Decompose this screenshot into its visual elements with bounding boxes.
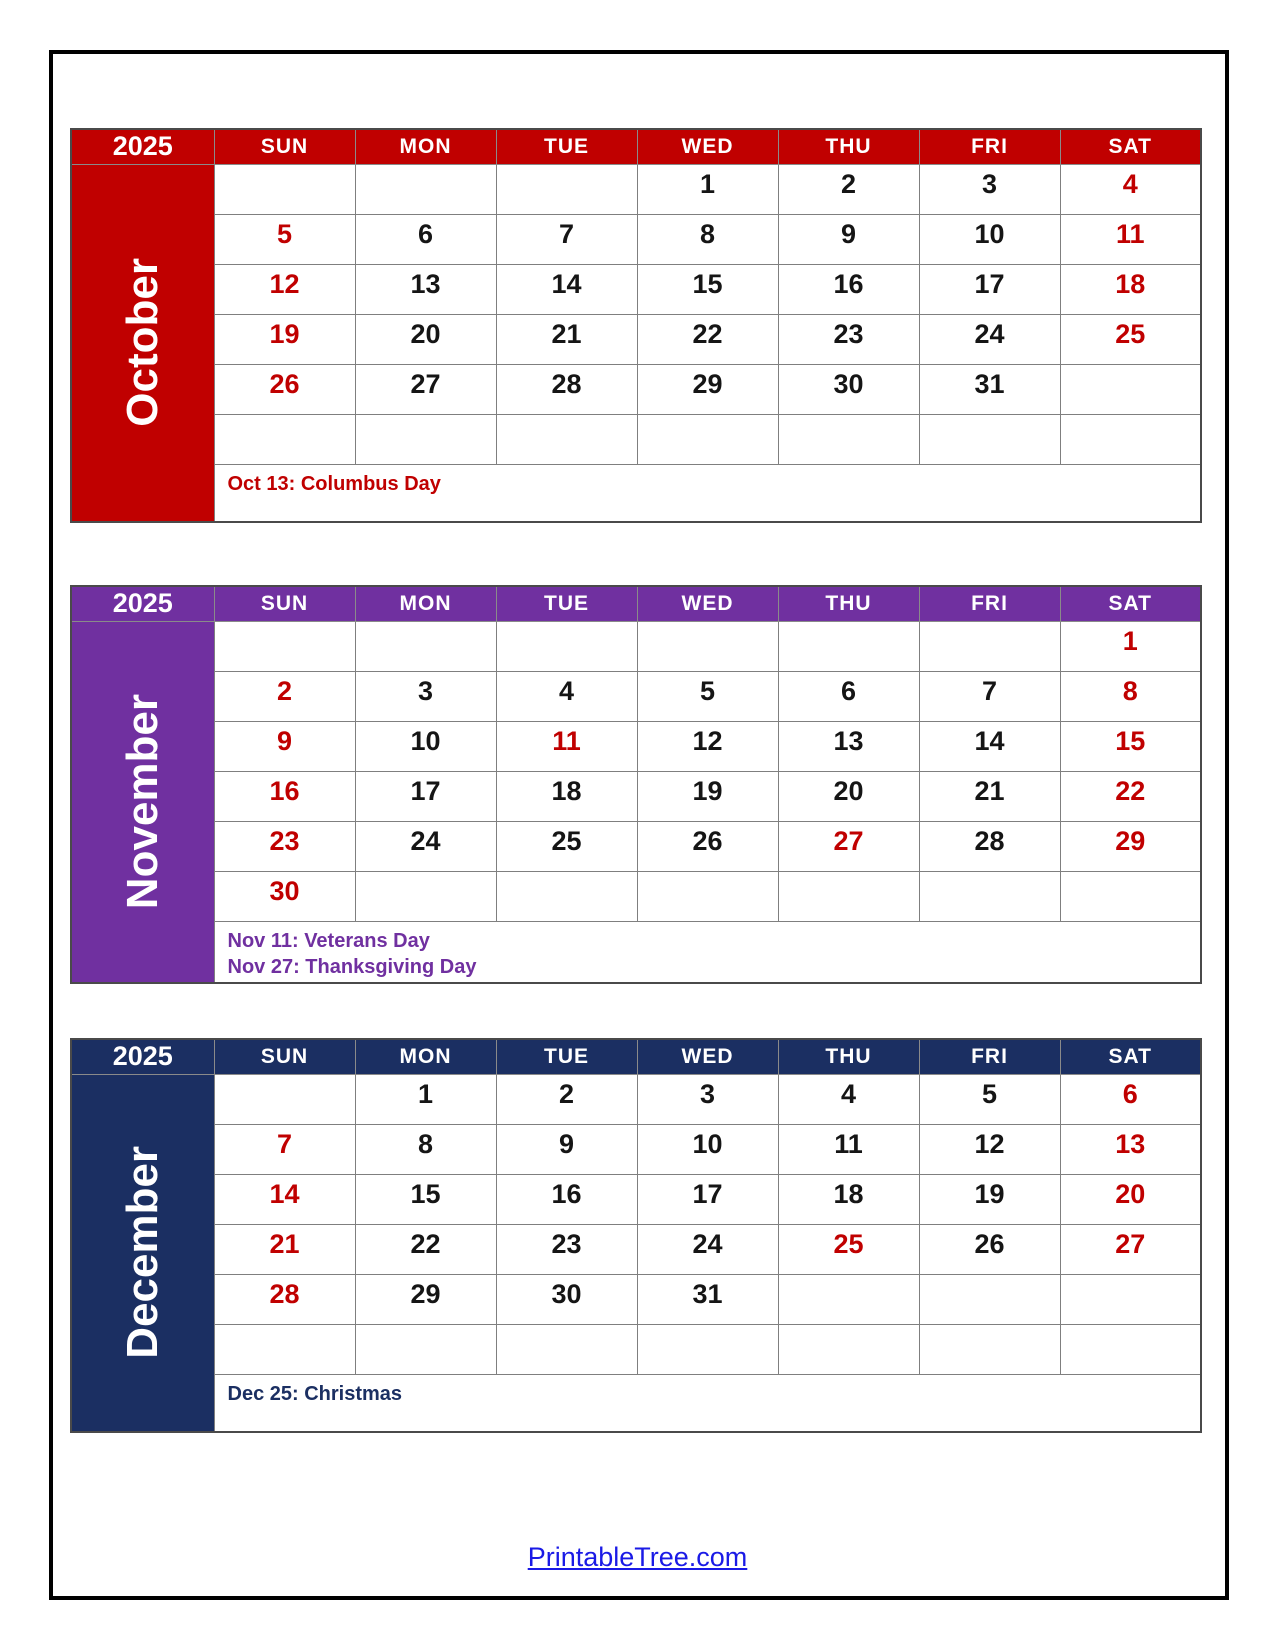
weekday-header-sat: SAT [1060, 586, 1201, 621]
month-name-cell-november [71, 621, 214, 983]
month-header-row [71, 586, 1201, 621]
date-cell-november-22: 22 [1060, 771, 1201, 821]
weekday-header-sun: SUN [214, 1039, 355, 1074]
date-cell-december-21: 21 [214, 1224, 355, 1274]
date-cell-december-24: 24 [637, 1224, 778, 1274]
dates-grid [71, 621, 1201, 983]
weekday-header-tue: TUE [496, 586, 637, 621]
year-label: 2025 [71, 586, 214, 621]
date-cell-december-22: 22 [355, 1224, 496, 1274]
date-cell-december-30: 30 [496, 1274, 637, 1324]
holiday-note: Nov 11: Veterans Day [227, 929, 430, 952]
date-cell-december-31: 31 [637, 1274, 778, 1324]
weekday-header-sat: SAT [1060, 129, 1201, 164]
date-cell-empty [1060, 871, 1201, 921]
date-cell-empty [355, 621, 496, 671]
date-cell-october-11: 11 [1060, 214, 1201, 264]
date-cell-december-29: 29 [355, 1274, 496, 1324]
date-cell-november-9: 9 [214, 721, 355, 771]
date-cell-empty [496, 621, 637, 671]
date-cell-october-15: 15 [637, 264, 778, 314]
date-cell-empty [919, 1274, 1060, 1324]
weekday-header-tue: TUE [496, 1039, 637, 1074]
date-cell-december-9: 9 [496, 1124, 637, 1174]
week-row [71, 314, 1201, 364]
date-cell-empty [637, 414, 778, 464]
date-cell-november-21: 21 [919, 771, 1060, 821]
weekday-header-mon: MON [355, 1039, 496, 1074]
date-cell-empty [1060, 414, 1201, 464]
weekday-header-sun: SUN [214, 129, 355, 164]
date-cell-october-12: 12 [214, 264, 355, 314]
date-cell-october-5: 5 [214, 214, 355, 264]
date-cell-december-4: 4 [778, 1074, 919, 1124]
date-cell-october-29: 29 [637, 364, 778, 414]
week-row [71, 871, 1201, 921]
week-row [71, 364, 1201, 414]
date-cell-october-2: 2 [778, 164, 919, 214]
month-name-cell-october [71, 164, 214, 522]
month-name-vertical: November [117, 693, 167, 910]
date-cell-empty [1060, 364, 1201, 414]
week-row [71, 821, 1201, 871]
date-cell-november-26: 26 [637, 821, 778, 871]
date-cell-november-17: 17 [355, 771, 496, 821]
date-cell-december-17: 17 [637, 1174, 778, 1224]
date-cell-november-16: 16 [214, 771, 355, 821]
date-cell-december-6: 6 [1060, 1074, 1201, 1124]
date-cell-october-1: 1 [637, 164, 778, 214]
weekday-header-sat: SAT [1060, 1039, 1201, 1074]
date-cell-empty [496, 1324, 637, 1374]
date-cell-october-31: 31 [919, 364, 1060, 414]
weekday-header-sun: SUN [214, 586, 355, 621]
weekday-header-wed: WED [637, 586, 778, 621]
date-cell-november-30: 30 [214, 871, 355, 921]
date-cell-december-27: 27 [1060, 1224, 1201, 1274]
date-cell-october-24: 24 [919, 314, 1060, 364]
date-cell-empty [496, 414, 637, 464]
weekday-header-fri: FRI [919, 1039, 1060, 1074]
date-cell-november-23: 23 [214, 821, 355, 871]
date-cell-empty [778, 1274, 919, 1324]
week-row [71, 721, 1201, 771]
date-cell-november-13: 13 [778, 721, 919, 771]
weekday-header-mon: MON [355, 586, 496, 621]
calendar-table-november [70, 585, 1202, 984]
month-name-vertical: October [117, 258, 167, 428]
date-cell-empty [496, 164, 637, 214]
week-row [71, 1124, 1201, 1174]
date-cell-december-13: 13 [1060, 1124, 1201, 1174]
date-cell-november-14: 14 [919, 721, 1060, 771]
date-cell-empty [637, 1324, 778, 1374]
date-cell-november-4: 4 [496, 671, 637, 721]
date-cell-november-11: 11 [496, 721, 637, 771]
date-cell-december-25: 25 [778, 1224, 919, 1274]
date-cell-december-23: 23 [496, 1224, 637, 1274]
footer-link[interactable]: PrintableTree.com [527, 1542, 748, 1572]
date-cell-november-15: 15 [1060, 721, 1201, 771]
year-label: 2025 [71, 1039, 214, 1074]
calendar-table-october [70, 128, 1202, 523]
holiday-note: Nov 27: Thanksgiving Day [227, 955, 477, 978]
dates-grid [71, 164, 1201, 522]
month-name-vertical: December [117, 1146, 167, 1360]
date-cell-october-13: 13 [355, 264, 496, 314]
date-cell-november-25: 25 [496, 821, 637, 871]
date-cell-november-27: 27 [778, 821, 919, 871]
date-cell-october-27: 27 [355, 364, 496, 414]
dates-grid [71, 1074, 1201, 1432]
weekday-header-fri: FRI [919, 129, 1060, 164]
date-cell-empty [778, 871, 919, 921]
date-cell-empty [1060, 1274, 1201, 1324]
date-cell-november-20: 20 [778, 771, 919, 821]
week-row [71, 214, 1201, 264]
holiday-notes-row [71, 921, 1201, 983]
calendar-table-december [70, 1038, 1202, 1433]
week-row [71, 1174, 1201, 1224]
date-cell-october-20: 20 [355, 314, 496, 364]
date-cell-october-4: 4 [1060, 164, 1201, 214]
week-row [71, 1074, 1201, 1124]
holiday-note: Dec 25: Christmas [227, 1382, 403, 1405]
date-cell-december-1: 1 [355, 1074, 496, 1124]
weekday-header-thu: THU [778, 1039, 919, 1074]
date-cell-december-14: 14 [214, 1174, 355, 1224]
date-cell-empty [778, 621, 919, 671]
date-cell-november-28: 28 [919, 821, 1060, 871]
date-cell-empty [355, 164, 496, 214]
date-cell-empty [778, 1324, 919, 1374]
date-cell-empty [355, 871, 496, 921]
weekday-header-mon: MON [355, 129, 496, 164]
date-cell-december-28: 28 [214, 1274, 355, 1324]
date-cell-empty [214, 621, 355, 671]
date-cell-october-7: 7 [496, 214, 637, 264]
date-cell-november-10: 10 [355, 721, 496, 771]
week-row [71, 414, 1201, 464]
holiday-notes-row [71, 464, 1201, 522]
date-cell-october-6: 6 [355, 214, 496, 264]
date-cell-december-8: 8 [355, 1124, 496, 1174]
date-cell-november-2: 2 [214, 671, 355, 721]
date-cell-december-11: 11 [778, 1124, 919, 1174]
date-cell-december-26: 26 [919, 1224, 1060, 1274]
date-cell-empty [214, 1074, 355, 1124]
month-header-row [71, 1039, 1201, 1074]
date-cell-empty [919, 621, 1060, 671]
date-cell-december-12: 12 [919, 1124, 1060, 1174]
holiday-notes-cell [214, 464, 1201, 522]
date-cell-october-9: 9 [778, 214, 919, 264]
date-cell-november-1: 1 [1060, 621, 1201, 671]
date-cell-october-21: 21 [496, 314, 637, 364]
week-row [71, 264, 1201, 314]
date-cell-empty [919, 1324, 1060, 1374]
date-cell-november-18: 18 [496, 771, 637, 821]
date-cell-november-29: 29 [1060, 821, 1201, 871]
date-cell-october-10: 10 [919, 214, 1060, 264]
date-cell-october-28: 28 [496, 364, 637, 414]
weekday-header-thu: THU [778, 586, 919, 621]
date-cell-december-10: 10 [637, 1124, 778, 1174]
date-cell-november-3: 3 [355, 671, 496, 721]
year-label: 2025 [71, 129, 214, 164]
week-row [71, 1274, 1201, 1324]
date-cell-empty [1060, 1324, 1201, 1374]
week-row [71, 671, 1201, 721]
date-cell-november-8: 8 [1060, 671, 1201, 721]
holiday-notes-cell [214, 921, 1201, 983]
date-cell-december-2: 2 [496, 1074, 637, 1124]
date-cell-december-19: 19 [919, 1174, 1060, 1224]
date-cell-november-24: 24 [355, 821, 496, 871]
date-cell-october-26: 26 [214, 364, 355, 414]
date-cell-november-12: 12 [637, 721, 778, 771]
footer [0, 1542, 1275, 1573]
date-cell-october-18: 18 [1060, 264, 1201, 314]
date-cell-october-17: 17 [919, 264, 1060, 314]
date-cell-november-19: 19 [637, 771, 778, 821]
weekday-header-wed: WED [637, 129, 778, 164]
date-cell-december-20: 20 [1060, 1174, 1201, 1224]
date-cell-october-16: 16 [778, 264, 919, 314]
date-cell-empty [214, 1324, 355, 1374]
date-cell-october-14: 14 [496, 264, 637, 314]
week-row [71, 771, 1201, 821]
holiday-notes-cell [214, 1374, 1201, 1432]
date-cell-december-3: 3 [637, 1074, 778, 1124]
date-cell-empty [637, 621, 778, 671]
date-cell-december-16: 16 [496, 1174, 637, 1224]
date-cell-december-7: 7 [214, 1124, 355, 1174]
date-cell-october-19: 19 [214, 314, 355, 364]
weekday-header-wed: WED [637, 1039, 778, 1074]
date-cell-empty [778, 414, 919, 464]
date-cell-november-5: 5 [637, 671, 778, 721]
week-row [71, 621, 1201, 671]
week-row [71, 1224, 1201, 1274]
date-cell-november-6: 6 [778, 671, 919, 721]
date-cell-october-3: 3 [919, 164, 1060, 214]
date-cell-empty [496, 871, 637, 921]
date-cell-empty [637, 871, 778, 921]
holiday-note: Oct 13: Columbus Day [227, 472, 441, 495]
date-cell-october-22: 22 [637, 314, 778, 364]
weekday-header-fri: FRI [919, 586, 1060, 621]
date-cell-empty [214, 414, 355, 464]
date-cell-october-23: 23 [778, 314, 919, 364]
date-cell-empty [919, 871, 1060, 921]
date-cell-empty [919, 414, 1060, 464]
date-cell-december-15: 15 [355, 1174, 496, 1224]
weekday-header-tue: TUE [496, 129, 637, 164]
month-name-cell-december [71, 1074, 214, 1432]
date-cell-empty [355, 414, 496, 464]
holiday-notes-row [71, 1374, 1201, 1432]
date-cell-empty [214, 164, 355, 214]
date-cell-october-30: 30 [778, 364, 919, 414]
date-cell-october-8: 8 [637, 214, 778, 264]
date-cell-december-5: 5 [919, 1074, 1060, 1124]
weekday-header-thu: THU [778, 129, 919, 164]
month-header-row [71, 129, 1201, 164]
date-cell-october-25: 25 [1060, 314, 1201, 364]
week-row [71, 164, 1201, 214]
date-cell-december-18: 18 [778, 1174, 919, 1224]
week-row [71, 1324, 1201, 1374]
date-cell-november-7: 7 [919, 671, 1060, 721]
date-cell-empty [355, 1324, 496, 1374]
